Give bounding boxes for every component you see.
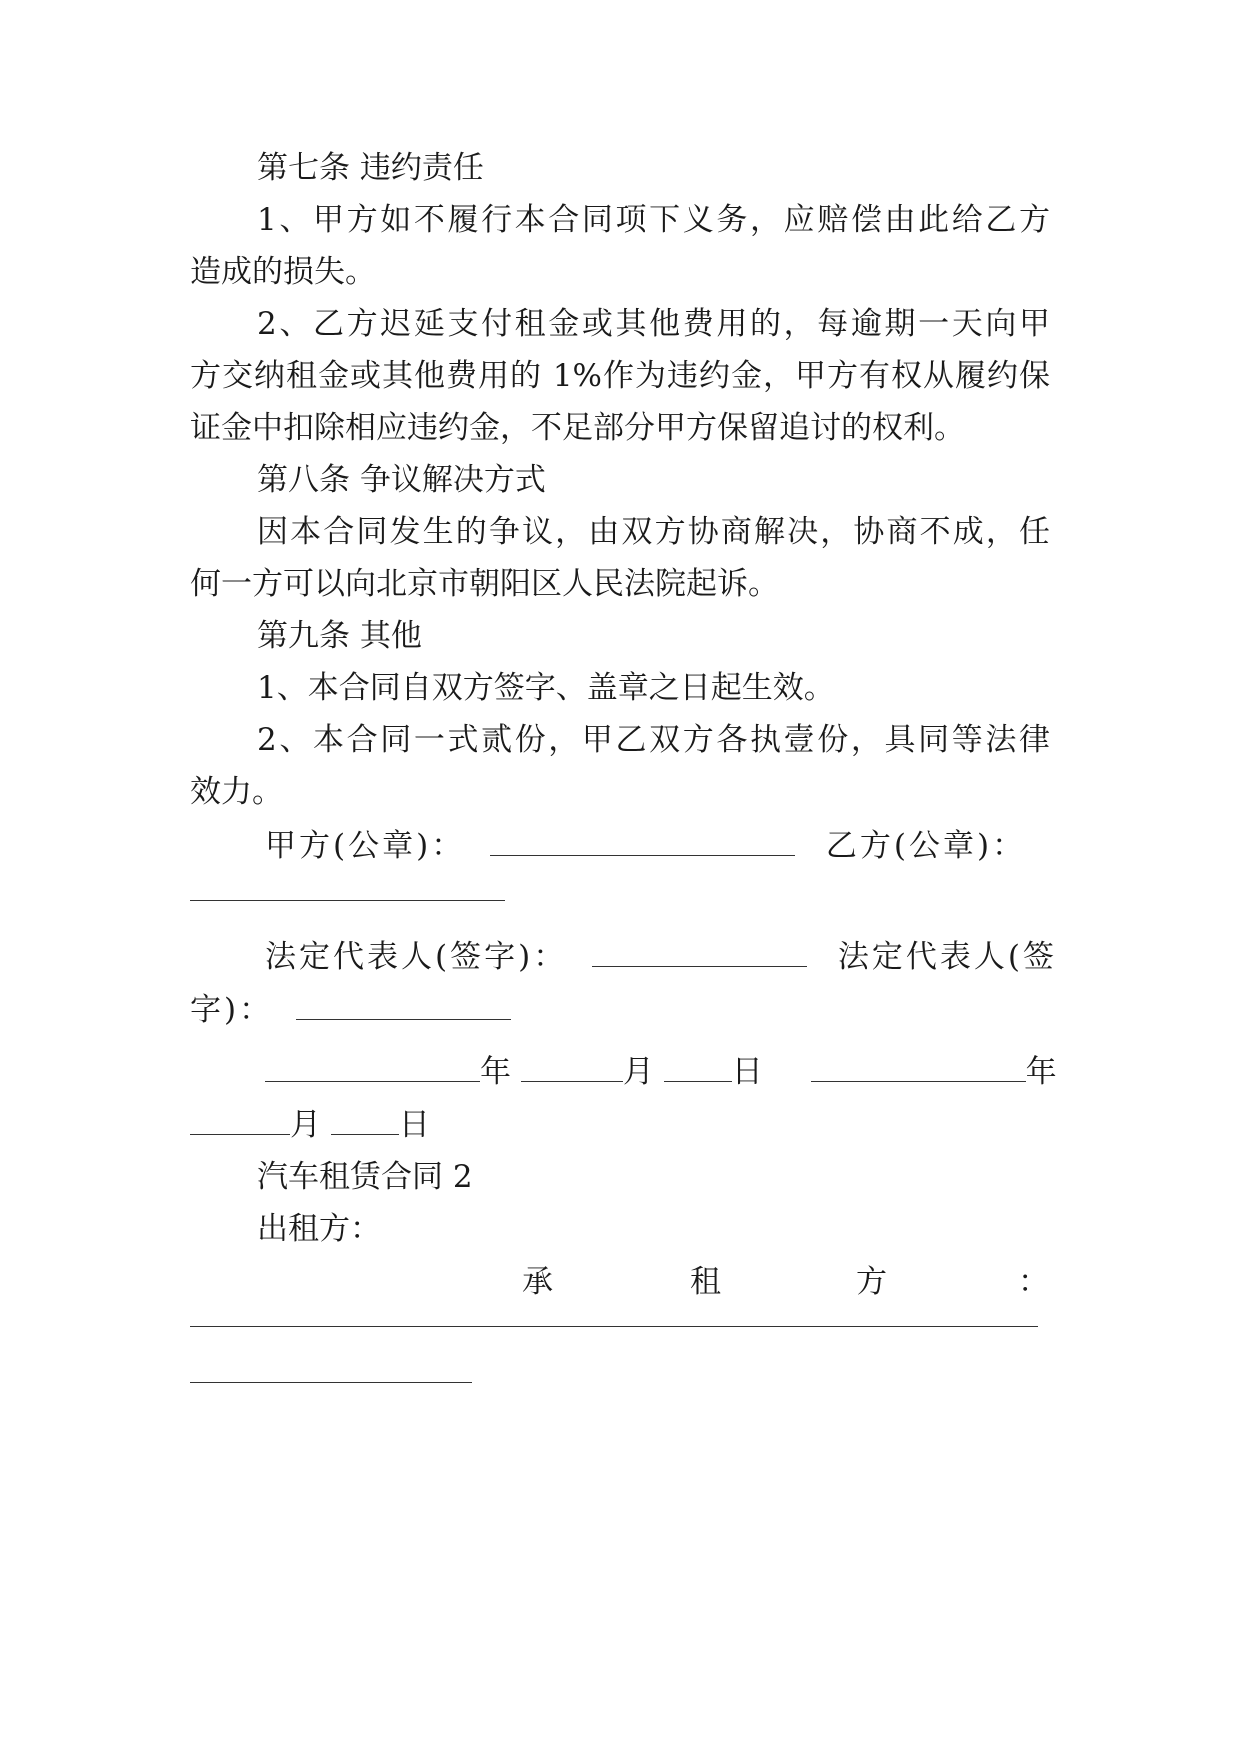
year-a-label: 年 (480, 1054, 511, 1090)
article-7-clause-2-line-1: 2、乙方迟延支付租金或其他费用的，每逾期一天向甲 (257, 306, 1050, 342)
year-b-blank (811, 1055, 1026, 1082)
article-7-clause-1-line-2: 造成的损失。 (190, 254, 376, 290)
lessee-char-2: 租 (690, 1264, 721, 1300)
article-8-heading: 第八条 争议解决方式 (257, 462, 546, 498)
month-a-label: 月 (622, 1054, 654, 1090)
article-9-clause-2-line-2: 效力。 (190, 774, 283, 810)
representative-line (265, 937, 1058, 977)
party-a-seal-blank (490, 829, 795, 856)
party-b-seal-blank (190, 900, 505, 901)
date-line-2 (190, 1105, 1050, 1145)
day-a-blank (664, 1055, 732, 1082)
year-a-blank (265, 1055, 480, 1082)
lessee-blank-line-2 (190, 1382, 472, 1383)
lessee-char-4: ： (1018, 1264, 1049, 1300)
article-7-clause-2-line-3: 证金中扣除相应违约金，不足部分甲方保留追讨的权利。 (190, 410, 965, 446)
rep-a-label: 法定代表人(签字)： (265, 939, 568, 975)
year-b-label: 年 (1025, 1054, 1057, 1090)
article-7-clause-1-line-1: 1、甲方如不履行本合同项下义务，应赔偿由此给乙方 (257, 202, 1050, 238)
lessee-char-1: 承 (522, 1264, 553, 1300)
rep-a-blank (592, 940, 807, 967)
month-b-blank (190, 1108, 290, 1135)
lessee-blank-line-1 (190, 1326, 1038, 1327)
article-7-heading: 第七条 违约责任 (257, 150, 484, 186)
day-b-label: 日 (398, 1107, 430, 1143)
lessor-label: 出租方： (257, 1211, 381, 1247)
article-9-clause-1: 1、本合同自双方签字、盖章之日起生效。 (257, 670, 835, 706)
rep-b-label-part1: 法定代表人(签 (837, 939, 1058, 975)
article-8-text-line-1: 因本合同发生的争议，由双方协商解决，协商不成，任 (257, 514, 1050, 550)
article-8-text-line-2: 何一方可以向北京市朝阳区人民法院起诉。 (190, 566, 779, 602)
party-a-seal-label: 甲方(公章)： (265, 828, 466, 864)
day-a-label: 日 (731, 1054, 763, 1090)
lessee-char-3: 方 (856, 1264, 887, 1300)
party-b-seal-label: 乙方(公章)： (825, 828, 1027, 864)
day-b-blank (331, 1108, 399, 1135)
representative-line-2 (190, 990, 1050, 1030)
rep-b-blank (296, 993, 511, 1020)
contract-2-title: 汽车租赁合同 2 (257, 1159, 473, 1195)
article-7-clause-2-line-2: 方交纳租金或其他费用的 1%作为违约金，甲方有权从履约保 (190, 358, 1050, 394)
rep-b-label-part2: 字)： (190, 992, 274, 1028)
month-a-blank (521, 1055, 623, 1082)
date-line (265, 1052, 1057, 1092)
seal-line (265, 826, 1050, 866)
article-9-heading: 第九条 其他 (257, 618, 422, 654)
article-9-clause-2-line-1: 2、本合同一式贰份，甲乙双方各执壹份，具同等法律 (257, 722, 1050, 758)
month-b-label: 月 (290, 1107, 321, 1143)
